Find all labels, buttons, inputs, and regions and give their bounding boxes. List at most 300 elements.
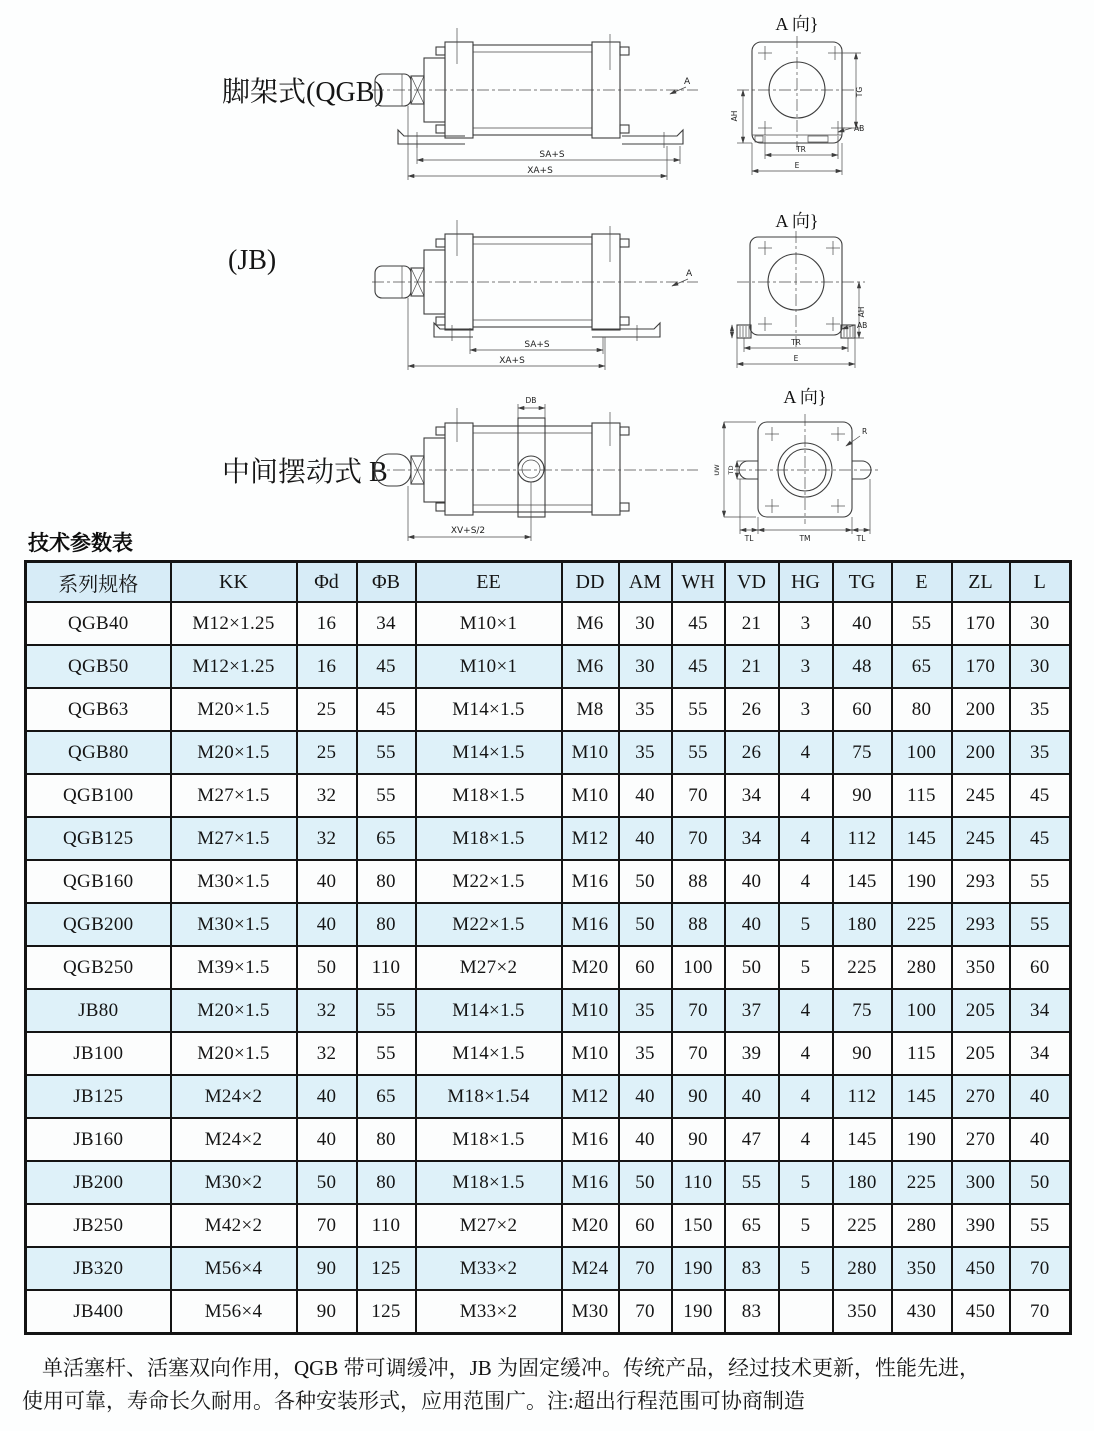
value-cell: 55 — [1010, 1204, 1071, 1247]
value-cell: 70 — [672, 774, 725, 817]
value-cell: 245 — [952, 774, 1010, 817]
table-row — [26, 645, 1071, 688]
value-cell: 40 — [1010, 1075, 1071, 1118]
value-cell: M14×1.5 — [416, 1032, 562, 1075]
value-cell: 40 — [725, 1075, 779, 1118]
value-cell: 5 — [779, 1204, 833, 1247]
table-row — [26, 946, 1071, 989]
value-cell: 80 — [357, 1118, 416, 1161]
value-cell: 245 — [952, 817, 1010, 860]
table-row — [26, 860, 1071, 903]
table-row — [26, 1161, 1071, 1204]
value-cell: 280 — [892, 1204, 952, 1247]
value-cell: 115 — [892, 774, 952, 817]
dim-label-ab: AB — [857, 321, 868, 330]
value-cell: 112 — [833, 1075, 892, 1118]
table-row — [26, 903, 1071, 946]
value-cell: 70 — [672, 1032, 725, 1075]
table-row — [26, 1204, 1071, 1247]
value-cell: 40 — [725, 903, 779, 946]
value-cell: 90 — [833, 774, 892, 817]
value-cell: 35 — [1010, 731, 1071, 774]
value-cell: 35 — [619, 731, 672, 774]
value-cell: 180 — [833, 903, 892, 946]
value-cell: M30 — [562, 1290, 619, 1334]
table-row — [26, 688, 1071, 731]
value-cell: 55 — [357, 774, 416, 817]
value-cell: M30×1.5 — [171, 860, 297, 903]
dim-label-tm: TM — [799, 534, 811, 543]
column-header-6: AM — [619, 562, 672, 603]
value-cell: 110 — [357, 1204, 416, 1247]
value-cell: 4 — [779, 860, 833, 903]
dim-label-sa: SA+S — [524, 340, 550, 350]
value-cell: 60 — [619, 1204, 672, 1247]
view-direction-arrow-label: A — [684, 77, 691, 87]
value-cell: 190 — [672, 1247, 725, 1290]
value-cell: 70 — [619, 1247, 672, 1290]
value-cell: 40 — [1010, 1118, 1071, 1161]
value-cell: 3 — [779, 688, 833, 731]
value-cell: 21 — [725, 602, 779, 645]
dim-label-ah: AH — [730, 110, 739, 122]
value-cell: M33×2 — [416, 1247, 562, 1290]
value-cell: M20 — [562, 946, 619, 989]
value-cell: 80 — [357, 860, 416, 903]
value-cell: M12 — [562, 817, 619, 860]
column-header-13: L — [1010, 562, 1071, 603]
dim-label-xa: XA+S — [499, 356, 525, 366]
value-cell: M8 — [562, 688, 619, 731]
table-body — [26, 602, 1071, 1334]
value-cell: 125 — [357, 1247, 416, 1290]
value-cell: 30 — [1010, 602, 1071, 645]
value-cell: 65 — [725, 1204, 779, 1247]
value-cell: 350 — [952, 946, 1010, 989]
dim-label-db: DB — [525, 396, 537, 405]
value-cell: M10×1 — [416, 602, 562, 645]
value-cell: 100 — [672, 946, 725, 989]
value-cell: M56×4 — [171, 1290, 297, 1334]
value-cell: M6 — [562, 602, 619, 645]
value-cell: M18×1.5 — [416, 817, 562, 860]
value-cell: M14×1.5 — [416, 731, 562, 774]
value-cell: 80 — [357, 1161, 416, 1204]
table-row — [26, 602, 1071, 645]
value-cell: M30×1.5 — [171, 903, 297, 946]
value-cell: 32 — [297, 817, 357, 860]
value-cell: M10 — [562, 731, 619, 774]
value-cell: M33×2 — [416, 1290, 562, 1334]
value-cell: 25 — [297, 731, 357, 774]
drawing-label-center-trunnion: 中间摆动式 B — [222, 457, 388, 488]
a-view-jb-drawing — [725, 205, 890, 385]
series-cell: JB200 — [26, 1161, 171, 1204]
value-cell: 34 — [725, 774, 779, 817]
parameters-table — [24, 560, 1072, 1335]
value-cell: 100 — [892, 989, 952, 1032]
value-cell: 30 — [619, 602, 672, 645]
value-cell: 34 — [725, 817, 779, 860]
value-cell: 350 — [892, 1247, 952, 1290]
view-a-title: A 向} — [775, 14, 819, 34]
column-header-1: KK — [171, 562, 297, 603]
value-cell: 48 — [833, 645, 892, 688]
series-cell: QGB50 — [26, 645, 171, 688]
table-row — [26, 989, 1071, 1032]
side-view-trunnion-drawing — [372, 392, 712, 570]
value-cell: 39 — [725, 1032, 779, 1075]
value-cell: 40 — [297, 1075, 357, 1118]
table-row — [26, 1247, 1071, 1290]
value-cell: 55 — [1010, 903, 1071, 946]
value-cell: 32 — [297, 1032, 357, 1075]
value-cell: 200 — [952, 688, 1010, 731]
value-cell: M16 — [562, 860, 619, 903]
value-cell: 55 — [725, 1161, 779, 1204]
dim-label-xa: XA+S — [527, 166, 553, 176]
value-cell: 40 — [297, 860, 357, 903]
value-cell: 170 — [952, 645, 1010, 688]
value-cell: 5 — [779, 946, 833, 989]
value-cell: 30 — [1010, 645, 1071, 688]
value-cell: M20 — [562, 1204, 619, 1247]
value-cell: 55 — [357, 989, 416, 1032]
value-cell: 40 — [619, 1118, 672, 1161]
value-cell: M24×2 — [171, 1075, 297, 1118]
value-cell: M27×2 — [416, 946, 562, 989]
dim-label-tl: TL — [744, 534, 754, 543]
value-cell: 225 — [892, 903, 952, 946]
value-cell: M20×1.5 — [171, 989, 297, 1032]
table-row — [26, 774, 1071, 817]
footer-note — [22, 1352, 1076, 1418]
value-cell: 4 — [779, 1118, 833, 1161]
value-cell: 145 — [833, 860, 892, 903]
value-cell: 75 — [833, 989, 892, 1032]
series-cell: JB100 — [26, 1032, 171, 1075]
series-cell: QGB80 — [26, 731, 171, 774]
dim-label-tg: TG — [855, 86, 864, 98]
value-cell: 75 — [833, 731, 892, 774]
value-cell: 70 — [672, 817, 725, 860]
column-header-11: E — [892, 562, 952, 603]
value-cell: 90 — [297, 1290, 357, 1334]
value-cell: 32 — [297, 774, 357, 817]
value-cell: 280 — [833, 1247, 892, 1290]
value-cell: 60 — [619, 946, 672, 989]
value-cell: 16 — [297, 645, 357, 688]
value-cell: 30 — [619, 645, 672, 688]
side-view-qgb-drawing — [372, 8, 712, 193]
table-title: 技术参数表 — [28, 531, 133, 555]
value-cell: 50 — [619, 1161, 672, 1204]
value-cell: 145 — [833, 1118, 892, 1161]
value-cell: 70 — [1010, 1247, 1071, 1290]
value-cell: 110 — [357, 946, 416, 989]
value-cell: M10×1 — [416, 645, 562, 688]
value-cell: 40 — [297, 1118, 357, 1161]
side-view-jb-drawing — [372, 200, 712, 385]
value-cell: 5 — [779, 903, 833, 946]
value-cell: 50 — [619, 903, 672, 946]
value-cell: M12×1.25 — [171, 602, 297, 645]
value-cell: M6 — [562, 645, 619, 688]
value-cell: 32 — [297, 989, 357, 1032]
value-cell: M27×1.5 — [171, 817, 297, 860]
series-cell: JB320 — [26, 1247, 171, 1290]
value-cell: M22×1.5 — [416, 903, 562, 946]
value-cell: 125 — [357, 1290, 416, 1334]
value-cell: M39×1.5 — [171, 946, 297, 989]
a-view-trunnion-drawing — [710, 382, 900, 554]
a-view-qgb-drawing — [725, 8, 890, 188]
value-cell: 100 — [892, 731, 952, 774]
value-cell: 190 — [892, 860, 952, 903]
value-cell: M56×4 — [171, 1247, 297, 1290]
value-cell: 60 — [833, 688, 892, 731]
value-cell: 5 — [779, 1247, 833, 1290]
value-cell: 170 — [952, 602, 1010, 645]
value-cell: M24×2 — [171, 1118, 297, 1161]
value-cell: M16 — [562, 1161, 619, 1204]
value-cell: M16 — [562, 903, 619, 946]
value-cell: 270 — [952, 1118, 1010, 1161]
series-cell: QGB40 — [26, 602, 171, 645]
value-cell: M16 — [562, 1118, 619, 1161]
column-header-5: DD — [562, 562, 619, 603]
value-cell: M10 — [562, 1032, 619, 1075]
series-cell: QGB63 — [26, 688, 171, 731]
table-header-row — [26, 562, 1071, 603]
value-cell: 21 — [725, 645, 779, 688]
value-cell: 205 — [952, 989, 1010, 1032]
value-cell: 4 — [779, 1075, 833, 1118]
value-cell: M20×1.5 — [171, 1032, 297, 1075]
value-cell: 110 — [672, 1161, 725, 1204]
value-cell: 293 — [952, 860, 1010, 903]
table-row — [26, 1075, 1071, 1118]
value-cell: 40 — [619, 817, 672, 860]
value-cell: 55 — [892, 602, 952, 645]
value-cell: 225 — [892, 1161, 952, 1204]
value-cell: 45 — [1010, 817, 1071, 860]
value-cell: 70 — [619, 1290, 672, 1334]
value-cell: M18×1.5 — [416, 1118, 562, 1161]
value-cell: 190 — [672, 1290, 725, 1334]
value-cell: M18×1.54 — [416, 1075, 562, 1118]
column-header-0: 系列规格 — [26, 562, 171, 603]
value-cell: 450 — [952, 1247, 1010, 1290]
series-cell: QGB200 — [26, 903, 171, 946]
value-cell: 55 — [672, 688, 725, 731]
value-cell: 16 — [297, 602, 357, 645]
series-cell: QGB125 — [26, 817, 171, 860]
value-cell: M12×1.25 — [171, 645, 297, 688]
value-cell: 65 — [357, 817, 416, 860]
footer-note-line-1: 单活塞杆、活塞双向作用，QGB 带可调缓冲，JB 为固定缓冲。传统产品，经过技术更新，性能先进， — [42, 1356, 981, 1380]
value-cell: 145 — [892, 817, 952, 860]
value-cell: 83 — [725, 1290, 779, 1334]
dim-label-ab: AB — [854, 124, 865, 133]
value-cell: 4 — [779, 989, 833, 1032]
value-cell: 34 — [1010, 1032, 1071, 1075]
value-cell: 26 — [725, 731, 779, 774]
series-cell: QGB100 — [26, 774, 171, 817]
value-cell: M20×1.5 — [171, 731, 297, 774]
value-cell: 200 — [952, 731, 1010, 774]
series-cell: QGB250 — [26, 946, 171, 989]
view-a-title: A 向} — [783, 387, 827, 407]
dim-label-e: E — [794, 161, 800, 170]
value-cell: 4 — [779, 817, 833, 860]
value-cell: 390 — [952, 1204, 1010, 1247]
dim-label-e: E — [793, 354, 799, 363]
value-cell: 225 — [833, 946, 892, 989]
footer-note-line-2: 使用可靠，寿命长久耐用。各种安装形式，应用范围广。注:超出行程范围可协商制造 — [22, 1389, 805, 1413]
value-cell: 37 — [725, 989, 779, 1032]
series-cell: JB125 — [26, 1075, 171, 1118]
value-cell: 65 — [357, 1075, 416, 1118]
value-cell: M10 — [562, 989, 619, 1032]
table-row — [26, 1290, 1071, 1334]
value-cell: 26 — [725, 688, 779, 731]
value-cell: 300 — [952, 1161, 1010, 1204]
dim-label-sa: SA+S — [539, 150, 565, 160]
value-cell: 35 — [619, 989, 672, 1032]
value-cell: 115 — [892, 1032, 952, 1075]
value-cell: 25 — [297, 688, 357, 731]
series-cell: JB400 — [26, 1290, 171, 1334]
dim-label-tr: TR — [791, 338, 801, 347]
value-cell: M18×1.5 — [416, 774, 562, 817]
value-cell: 4 — [779, 774, 833, 817]
value-cell: M27×2 — [416, 1204, 562, 1247]
view-direction-arrow-label: A — [686, 269, 693, 279]
dim-label-tr: TR — [796, 145, 806, 154]
value-cell: 145 — [892, 1075, 952, 1118]
dim-label-tl2: TL — [856, 534, 866, 543]
drawing-label-foot-mount: 脚架式(QGB) — [222, 77, 384, 108]
value-cell: 205 — [952, 1032, 1010, 1075]
value-cell: 55 — [357, 1032, 416, 1075]
series-cell: JB80 — [26, 989, 171, 1032]
value-cell: 50 — [725, 946, 779, 989]
value-cell: 34 — [1010, 989, 1071, 1032]
drawing-label-jb: (JB) — [228, 245, 277, 276]
value-cell: 35 — [619, 688, 672, 731]
value-cell — [779, 1290, 833, 1334]
column-header-9: HG — [779, 562, 833, 603]
value-cell: 4 — [779, 731, 833, 774]
value-cell: 40 — [725, 860, 779, 903]
value-cell: 80 — [892, 688, 952, 731]
value-cell: 5 — [779, 1161, 833, 1204]
value-cell: 50 — [297, 1161, 357, 1204]
column-header-3: ΦB — [357, 562, 416, 603]
value-cell: 70 — [297, 1204, 357, 1247]
series-cell: JB160 — [26, 1118, 171, 1161]
value-cell: 45 — [357, 645, 416, 688]
value-cell: 4 — [779, 1032, 833, 1075]
value-cell: M27×1.5 — [171, 774, 297, 817]
value-cell: 88 — [672, 860, 725, 903]
value-cell: 3 — [779, 602, 833, 645]
value-cell: 180 — [833, 1161, 892, 1204]
value-cell: 55 — [672, 731, 725, 774]
series-cell: JB250 — [26, 1204, 171, 1247]
value-cell: 50 — [1010, 1161, 1071, 1204]
dim-label-uw: UW — [713, 464, 721, 476]
dim-label-td: TD — [727, 465, 735, 475]
value-cell: 112 — [833, 817, 892, 860]
column-header-12: ZL — [952, 562, 1010, 603]
value-cell: 47 — [725, 1118, 779, 1161]
value-cell: 40 — [297, 903, 357, 946]
series-cell: QGB160 — [26, 860, 171, 903]
value-cell: 80 — [357, 903, 416, 946]
value-cell: 45 — [672, 602, 725, 645]
value-cell: 150 — [672, 1204, 725, 1247]
value-cell: 55 — [357, 731, 416, 774]
value-cell: 35 — [619, 1032, 672, 1075]
column-header-2: Φd — [297, 562, 357, 603]
value-cell: 35 — [1010, 688, 1071, 731]
value-cell: 83 — [725, 1247, 779, 1290]
value-cell: M14×1.5 — [416, 989, 562, 1032]
value-cell: 430 — [892, 1290, 952, 1334]
value-cell: 88 — [672, 903, 725, 946]
value-cell: 40 — [619, 1075, 672, 1118]
value-cell: 350 — [833, 1290, 892, 1334]
dim-label-r: R — [862, 427, 868, 436]
value-cell: 65 — [892, 645, 952, 688]
table-row — [26, 1118, 1071, 1161]
value-cell: 190 — [892, 1118, 952, 1161]
value-cell: 90 — [672, 1118, 725, 1161]
value-cell: M30×2 — [171, 1161, 297, 1204]
value-cell: 55 — [1010, 860, 1071, 903]
value-cell: 40 — [833, 602, 892, 645]
column-header-4: EE — [416, 562, 562, 603]
value-cell: 40 — [619, 774, 672, 817]
table-row — [26, 1032, 1071, 1075]
view-a-title: A 向} — [775, 211, 819, 231]
value-cell: 60 — [1010, 946, 1071, 989]
value-cell: 225 — [833, 1204, 892, 1247]
value-cell: 90 — [833, 1032, 892, 1075]
value-cell: M22×1.5 — [416, 860, 562, 903]
dim-label-xv: XV+S/2 — [450, 526, 486, 536]
value-cell: M14×1.5 — [416, 688, 562, 731]
value-cell: M12 — [562, 1075, 619, 1118]
value-cell: M10 — [562, 774, 619, 817]
value-cell: 450 — [952, 1290, 1010, 1334]
value-cell: 90 — [297, 1247, 357, 1290]
value-cell: 90 — [672, 1075, 725, 1118]
value-cell: M42×2 — [171, 1204, 297, 1247]
table-row — [26, 817, 1071, 860]
value-cell: M24 — [562, 1247, 619, 1290]
value-cell: 34 — [357, 602, 416, 645]
value-cell: 50 — [297, 946, 357, 989]
table-row — [26, 731, 1071, 774]
dim-label-ah: AH — [857, 306, 866, 318]
value-cell: 50 — [619, 860, 672, 903]
value-cell: 70 — [672, 989, 725, 1032]
value-cell: 3 — [779, 645, 833, 688]
value-cell: 70 — [1010, 1290, 1071, 1334]
